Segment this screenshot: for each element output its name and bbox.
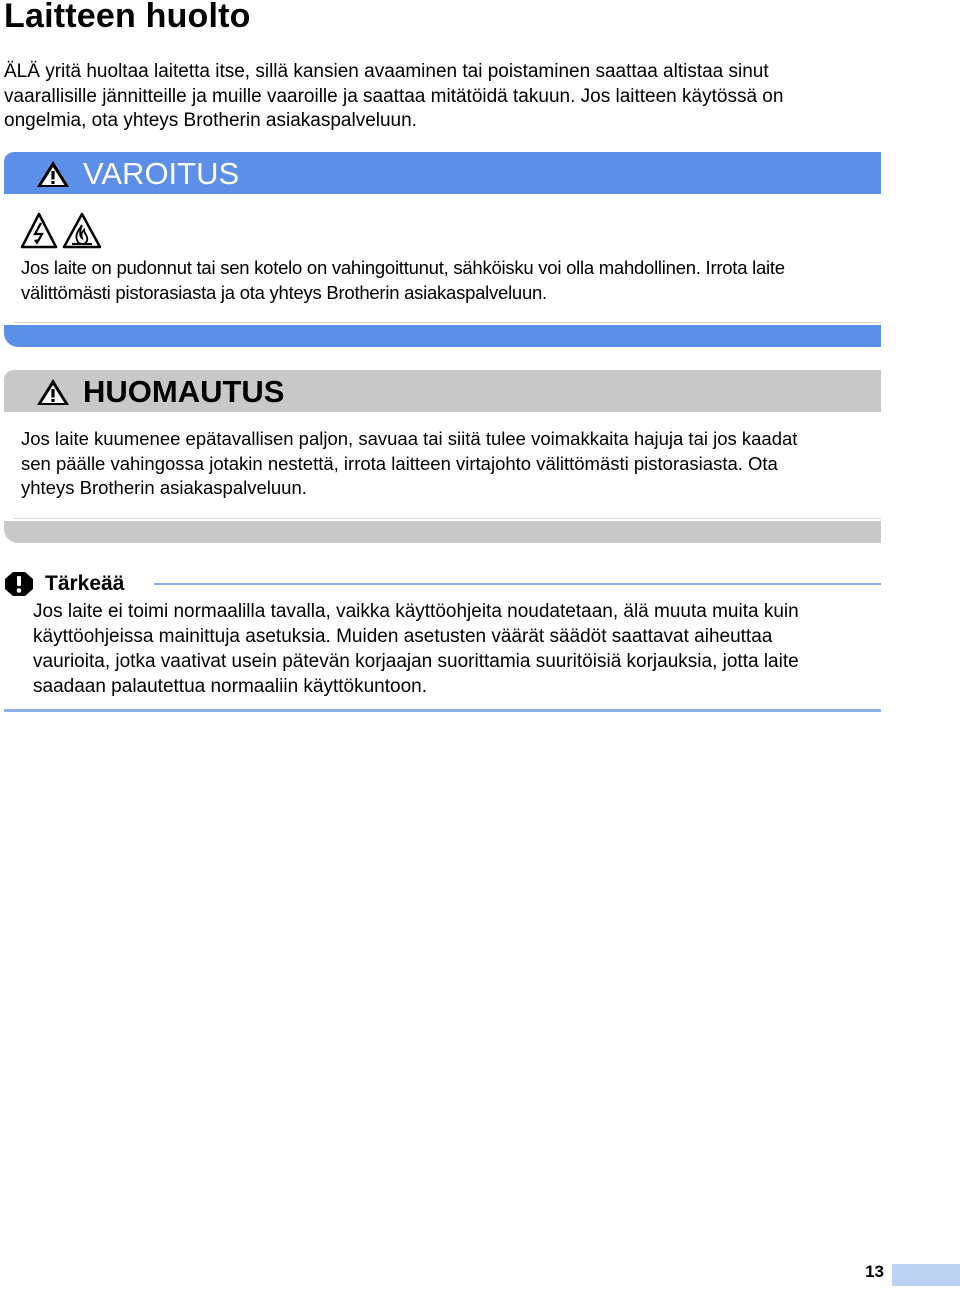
intro-line: vaarallisille jännitteille ja muille vaaroille ja saattaa mitätöidä takuun. Jos laitteen käytössä on <box>4 85 784 107</box>
fire-hazard-icon <box>64 214 100 247</box>
caution-text-line: yhteys Brotherin asiakaspalveluun. <box>21 477 307 498</box>
caution-header <box>4 370 881 412</box>
warning-header <box>4 152 881 194</box>
important-text-line: vaurioita, jotka vaativat usein pätevän korjaajan suorittamia suuritöisiä korjauksia, jotta laite <box>33 651 799 672</box>
caution-text-line: sen päälle vahingossa jotakin nestettä, irrota laitteen virtajohto välittömästi pistorasiasta. Ota <box>21 452 778 474</box>
intro-paragraph <box>4 60 884 134</box>
warning-triangle-icon <box>36 160 70 193</box>
warning-text-line: välittömästi pistorasiasta ja ota yhteys Brotherin asiakaspalveluun. <box>21 281 547 303</box>
caution-footer-bar <box>4 521 881 543</box>
important-header <box>4 570 881 598</box>
warning-heading: VAROITUS <box>83 156 240 191</box>
warning-text-line: Jos laite on pudonnut tai sen kotelo on vahingoittunut, sähköisku voi olla mahdollinen. Irrota laite <box>21 257 785 278</box>
caution-text-line: Jos laite kuumenee epätavallisen paljon, savuaa tai siitä tulee voimakkaita hajuja tai jos kaadat <box>21 428 798 449</box>
caution-triangle-icon <box>36 378 70 411</box>
electric-shock-hazard-icon <box>22 214 56 247</box>
divider <box>14 518 881 519</box>
page-title: Laitteen huolto <box>4 0 251 35</box>
hazard-icons <box>20 212 104 250</box>
important-text-line: saadaan palautettua normaaliin käyttökuntoon. <box>33 676 427 697</box>
important-text-line: Jos laite ei toimi normaalilla tavalla, vaikka käyttöohjeita noudatetaan, älä muuta muita kuin <box>33 601 799 622</box>
important-rule <box>154 583 881 585</box>
page-tab-marker <box>892 1264 960 1286</box>
intro-line: ÄLÄ yritä huoltaa laitetta itse, sillä kansien avaaminen tai poistaminen saattaa altistaa sinut <box>4 61 769 82</box>
caution-text <box>21 427 881 501</box>
divider <box>14 322 881 323</box>
important-heading: Tärkeää <box>45 572 125 595</box>
intro-line: ongelmia, ota yhteys Brotherin asiakaspalveluun. <box>4 110 417 131</box>
exclamation-octagon-icon <box>4 571 34 602</box>
important-text-line: käyttöohjeissa mainittuja asetuksia. Muiden asetusten väärät säädöt saattavat aiheuttaa <box>33 626 773 647</box>
caution-heading: HUOMAUTUS <box>83 374 285 409</box>
warning-footer-bar <box>4 325 881 347</box>
important-bottom-rule <box>4 709 881 712</box>
warning-text <box>21 256 881 305</box>
page-number: 13 <box>865 1262 884 1281</box>
important-text <box>33 599 881 699</box>
